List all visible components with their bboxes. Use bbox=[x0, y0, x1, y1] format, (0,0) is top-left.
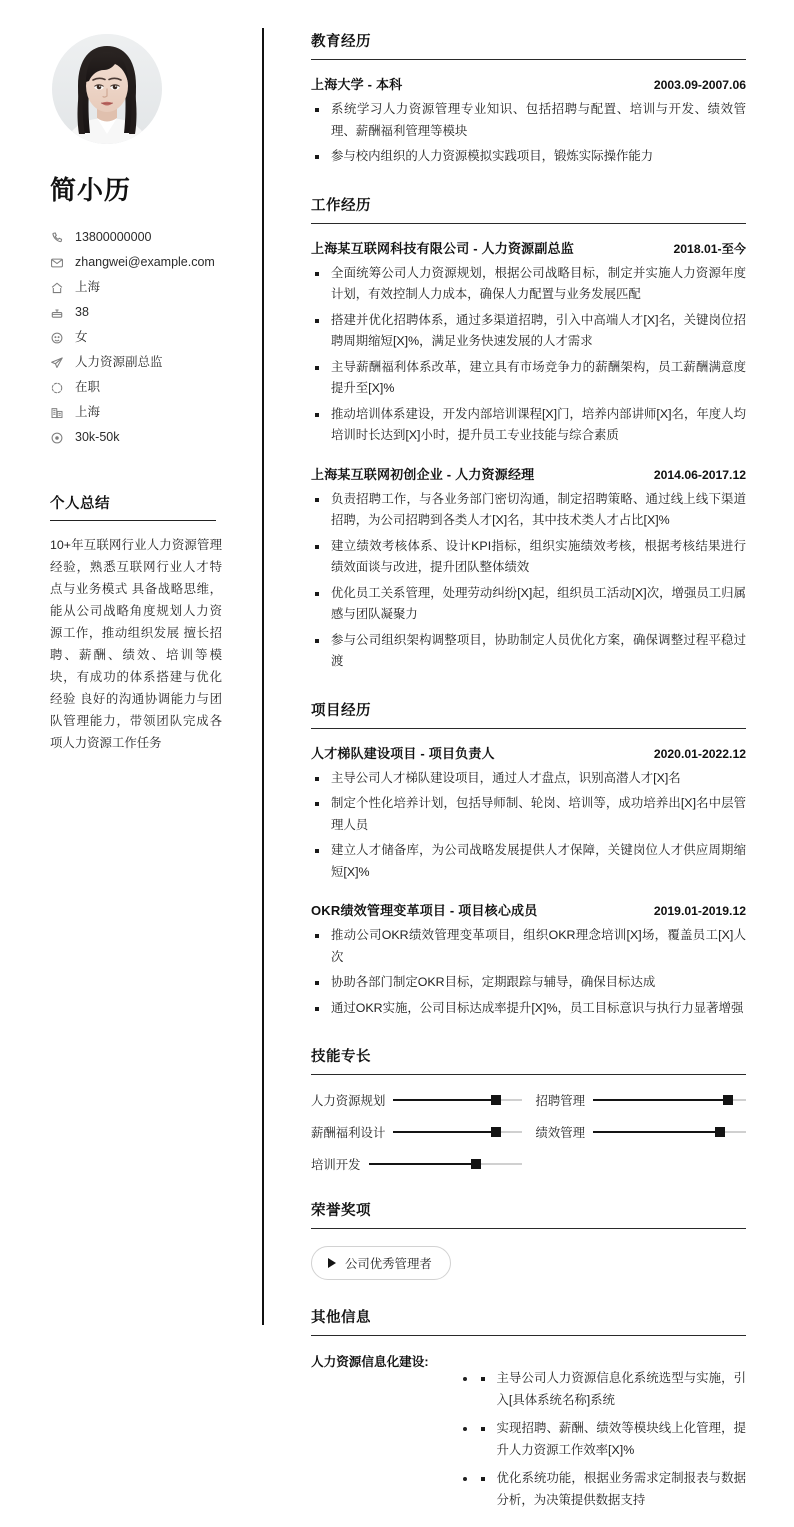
contact-item-location bbox=[50, 400, 233, 425]
skill-row bbox=[536, 1091, 747, 1109]
entry-date: 2018.01-至今 bbox=[673, 241, 746, 256]
contact-item-position bbox=[50, 350, 233, 375]
work-section bbox=[311, 194, 746, 673]
building-icon bbox=[50, 406, 64, 420]
sidebar bbox=[0, 0, 263, 766]
contact-value: 女 bbox=[75, 330, 88, 344]
entry-head bbox=[311, 743, 746, 762]
contact-item-email bbox=[50, 250, 233, 275]
bullet-item: 搭建并优化招聘体系，通过多渠道招聘，引入中高端人才[X]名，关键岗位招聘周期缩短[X]%，满足业务快速发展的人才需求 bbox=[311, 310, 746, 353]
contact-item-phone bbox=[50, 225, 233, 250]
contact-list bbox=[50, 225, 233, 450]
skill-knob[interactable] bbox=[723, 1095, 733, 1105]
bullet-list bbox=[437, 1368, 746, 1511]
mail-icon bbox=[50, 256, 64, 270]
work-entry bbox=[311, 464, 746, 673]
contact-value: 上海 bbox=[75, 405, 101, 419]
status-icon bbox=[50, 381, 64, 395]
avatar bbox=[52, 34, 162, 144]
award-chip[interactable] bbox=[311, 1246, 451, 1280]
skill-fill bbox=[393, 1099, 496, 1101]
summary-title: 个人总结 bbox=[50, 492, 216, 521]
skill-slider[interactable] bbox=[369, 1163, 522, 1165]
contact-value: 人力资源副总监 bbox=[75, 355, 163, 369]
bullet-item: 参与公司组织架构调整项目，协助制定人员优化方案，确保调整过程平稳过渡 bbox=[311, 630, 746, 673]
skill-row bbox=[536, 1123, 747, 1141]
skill-fill bbox=[593, 1099, 728, 1101]
other-label: 人力资源信息化建设: bbox=[311, 1355, 429, 1369]
award-label: 公司优秀管理者 bbox=[345, 1257, 432, 1271]
entry-title: 上海大学 - 本科 bbox=[311, 77, 403, 92]
skill-slider[interactable] bbox=[393, 1099, 521, 1101]
entry-date: 2020.01-2022.12 bbox=[653, 746, 746, 761]
bullet-item: 建立绩效考核体系、设计KPI指标，组织实施绩效考核，根据考核结果进行绩效面谈与改进，提升团队整体绩效 bbox=[311, 536, 746, 579]
education-entry bbox=[311, 74, 746, 168]
bullet-item: 制定个性化培养计划，包括导师制、轮岗、培训等，成功培养出[X]名中层管理人员 bbox=[311, 793, 746, 836]
projects-title: 项目经历 bbox=[311, 699, 746, 729]
skill-knob[interactable] bbox=[491, 1095, 501, 1105]
other-title: 其他信息 bbox=[311, 1306, 746, 1336]
skill-slider[interactable] bbox=[593, 1131, 746, 1133]
awards-list bbox=[311, 1246, 746, 1280]
home-icon bbox=[50, 281, 64, 295]
skills-section bbox=[311, 1045, 746, 1173]
contact-item-status bbox=[50, 375, 233, 400]
skill-fill bbox=[369, 1163, 476, 1165]
contact-value: 13800000000 bbox=[75, 230, 152, 244]
salary-icon bbox=[50, 431, 64, 445]
skill-slider[interactable] bbox=[393, 1131, 521, 1133]
bullet-list bbox=[311, 489, 746, 673]
contact-value: 30k-50k bbox=[75, 430, 120, 444]
awards-title: 荣誉奖项 bbox=[311, 1199, 746, 1229]
skill-row bbox=[311, 1123, 522, 1141]
plane-icon bbox=[50, 356, 64, 370]
bullet-item: 负责招聘工作，与各业务部门密切沟通，制定招聘策略、通过线上线下渠道招聘，为公司招聘到各类人才[X]名，其中技术类人才占比[X]% bbox=[311, 489, 746, 532]
entry-date: 2003.09-2007.06 bbox=[653, 78, 746, 92]
other-section bbox=[311, 1306, 746, 1527]
play-triangle-icon bbox=[328, 1258, 336, 1268]
bullet-item: • 优化系统功能，根据业务需求定制报表与数据分析，为决策提供数据支持 bbox=[477, 1468, 746, 1511]
portrait-photo-icon bbox=[52, 34, 162, 144]
bullet-item: 协助各部门制定OKR目标，定期跟踪与辅导，确保目标达成 bbox=[311, 972, 746, 994]
contact-value: 上海 bbox=[75, 280, 101, 294]
skill-row bbox=[311, 1155, 522, 1173]
bullet-item: 主导公司人才梯队建设项目，通过人才盘点，识别高潜人才[X]名 bbox=[311, 768, 746, 790]
summary-text: 10+年互联网行业人力资源管理经验，熟悉互联网行业人才特点与业务模式 具备战略思维，能从公司战略角度规划人力资源工作，推动组织发展 擅长招聘、薪酬、绩效、培训等模块，有成功的体系搭建与优化经验 良好的沟通协调能力与团队管理能力，带领团队完成各项人力资源工作任务 bbox=[50, 538, 222, 750]
skill-knob[interactable] bbox=[471, 1159, 481, 1169]
bullet-list bbox=[311, 925, 746, 1019]
entry-date: 2019.01-2019.12 bbox=[653, 904, 746, 918]
skill-label: 人力资源规划 bbox=[311, 1094, 386, 1108]
contact-value: zhangwei@example.com bbox=[75, 255, 215, 269]
column-divider bbox=[262, 28, 264, 1325]
bullet-item: 推动培训体系建设，开发内部培训课程[X]门，培养内部讲师[X]名，年度人均培训时长达到[X]小时，提升员工专业技能与综合素质 bbox=[311, 404, 746, 447]
bullet-item: 全面统筹公司人力资源规划，根据公司战略目标，制定并实施人力资源年度计划，有效控制人力成本，确保人力配置与业务发展匹配 bbox=[311, 263, 746, 306]
page-title: 简小历 bbox=[50, 175, 132, 205]
gender-icon bbox=[50, 331, 64, 345]
skill-label: 绩效管理 bbox=[535, 1126, 586, 1140]
skill-knob[interactable] bbox=[715, 1127, 725, 1137]
summary-section bbox=[50, 492, 233, 754]
skill-knob[interactable] bbox=[491, 1127, 501, 1137]
work-entry bbox=[311, 238, 746, 447]
skill-label: 薪酬福利设计 bbox=[311, 1126, 386, 1140]
bullet-item: • 主导公司人力资源信息化系统选型与实施，引入[具体系统名称]系统 bbox=[477, 1368, 746, 1411]
other-row bbox=[311, 1352, 746, 1527]
bullet-item: 通过OKR实施，公司目标达成率提升[X]%，员工目标意识与执行力显著增强 bbox=[311, 998, 746, 1020]
contact-item-hometown bbox=[50, 275, 233, 300]
entry-head bbox=[311, 900, 746, 919]
skills-title: 技能专长 bbox=[311, 1045, 746, 1075]
bullet-item: • 实现招聘、薪酬、绩效等模块线上化管理，提升人力资源工作效率[X]% bbox=[477, 1418, 746, 1461]
entry-head bbox=[311, 238, 746, 257]
contact-value: 在职 bbox=[75, 380, 101, 394]
skill-fill bbox=[593, 1131, 720, 1133]
entry-title: 上海某互联网初创企业 - 人力资源经理 bbox=[311, 466, 535, 482]
project-entry bbox=[311, 743, 746, 884]
education-section bbox=[311, 30, 746, 168]
skill-fill bbox=[393, 1131, 496, 1133]
skill-slider[interactable] bbox=[593, 1099, 746, 1101]
entry-title: 人才梯队建设项目 - 项目负责人 bbox=[311, 745, 495, 761]
education-title: 教育经历 bbox=[311, 30, 746, 60]
bullet-item: 系统学习人力资源管理专业知识、包括招聘与配置、培训与开发、绩效管理、薪酬福利管理等模块 bbox=[311, 99, 746, 142]
phone-icon bbox=[50, 231, 64, 245]
bullet-item: 优化员工关系管理，处理劳动纠纷[X]起，组织员工活动[X]次，增强员工归属感与团队凝聚力 bbox=[311, 583, 746, 626]
project-entry bbox=[311, 900, 746, 1019]
bullet-list bbox=[311, 768, 746, 884]
entry-head bbox=[311, 74, 746, 93]
bullet-item: 建立人才储备库，为公司战略发展提供人才保障，关键岗位人才供应周期缩短[X]% bbox=[311, 840, 746, 883]
contact-value: 38 bbox=[75, 305, 89, 319]
bullet-item: 参与校内组织的人力资源模拟实践项目，锻炼实际操作能力 bbox=[311, 146, 746, 168]
projects-section bbox=[311, 699, 746, 1020]
bullet-list bbox=[311, 99, 746, 168]
main-content bbox=[263, 0, 794, 1527]
bullet-item: 推动公司OKR绩效管理变革项目，组织OKR理念培训[X]场，覆盖员工[X]人次 bbox=[311, 925, 746, 968]
entry-title: 上海某互联网科技有限公司 - 人力资源副总监 bbox=[311, 240, 574, 256]
skills-grid bbox=[311, 1091, 746, 1173]
bullet-item: 主导薪酬福利体系改革，建立具有市场竞争力的薪酬架构，员工薪酬满意度提升至[X]% bbox=[311, 357, 746, 400]
skill-label: 培训开发 bbox=[311, 1158, 361, 1172]
entry-date: 2014.06-2017.12 bbox=[653, 467, 746, 482]
cake-icon bbox=[50, 306, 64, 320]
entry-title: OKR绩效管理变革项目 - 项目核心成员 bbox=[311, 903, 538, 918]
skill-label: 招聘管理 bbox=[535, 1094, 586, 1108]
skill-row bbox=[311, 1091, 522, 1109]
contact-item-gender bbox=[50, 325, 233, 350]
entry-head bbox=[311, 464, 746, 483]
awards-section bbox=[311, 1199, 746, 1280]
contact-item-age bbox=[50, 300, 233, 325]
bullet-list bbox=[311, 263, 746, 447]
contact-item-salary bbox=[50, 425, 233, 450]
work-title: 工作经历 bbox=[311, 194, 746, 224]
